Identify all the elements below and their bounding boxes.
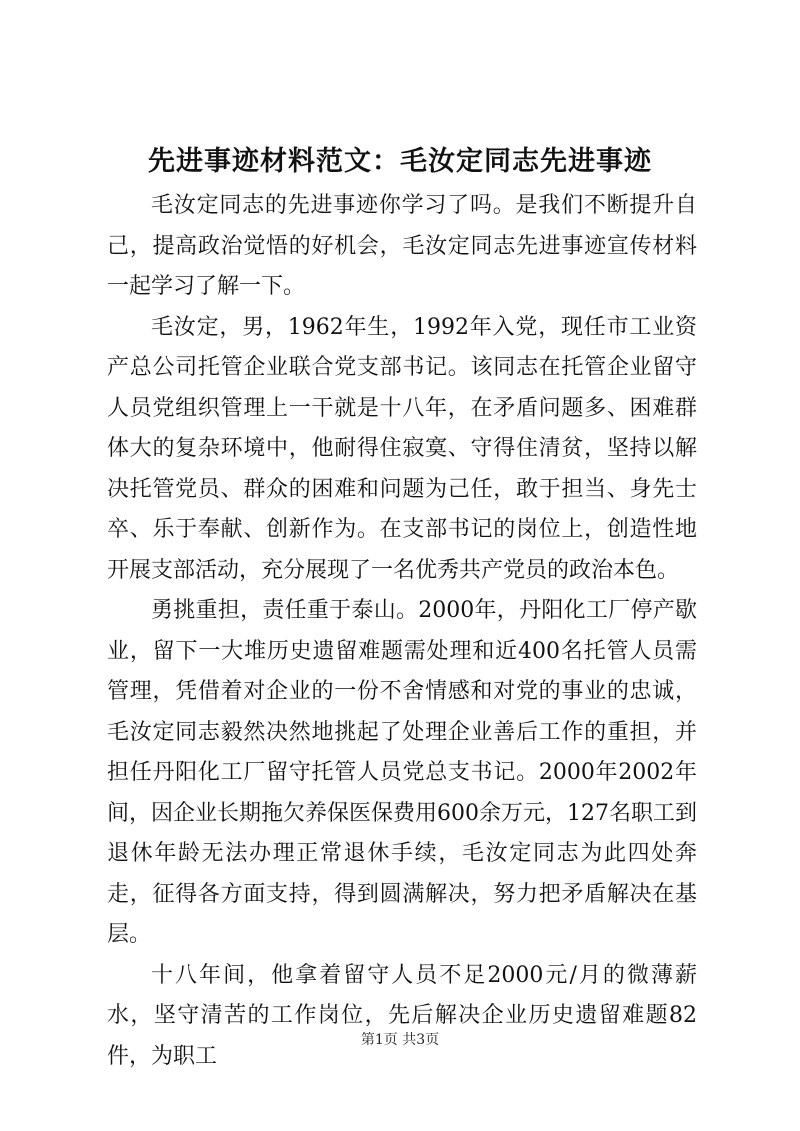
paragraph-responsibility: 勇挑重担，责任重于泰山。2000年，丹阳化工厂停产歇业，留下一大堆历史遗留难题需处理和近400名托管人员需管理，凭借着对企业的一份不舍情感和对党的事业的忠诚，毛汝定同志毅然决然地挑起了处理企业善后工作的重担，并担任丹阳化工厂留守托管人员党总支书记。2000年2002年间，因企业长期拖欠养保医保费用600余万元，127名职工到退休年龄无法办理正常退休手续，毛汝定同志为此四处奔走，征得各方面支持，得到圆满解决，努力把矛盾解决在基层。 <box>107 598 697 947</box>
paragraph-profile: 毛汝定，男，1962年生，1992年入党，现任市工业资产总公司托管企业联合党支部书记。该同志在托管企业留守人员党组织管理上一干就是十八年，在矛盾问题多、困难群体大的复杂环境中，他耐得住寂寞、守得住清贫，坚持以解决托管党员、群众的困难和问题为己任，敢于担当、身先士卒、乐于奉献、创新作为。在支部书记的岗位上，创造性地开展支部活动，充分展现了一名优秀共产党员的政治本色。 <box>107 314 697 583</box>
paragraph-intro: 毛汝定同志的先进事迹你学习了吗。是我们不断提升自己，提高政治觉悟的好机会，毛汝定同志先进事迹宣传材料一起学习了解一下。 <box>107 193 697 299</box>
page-number-footer: 第1页 共3页 <box>360 1032 440 1048</box>
paragraph-eighteen-years: 十八年间，他拿着留守人员不足2000元/月的微薄薪水，坚守清苦的工作岗位，先后解决企业历史遗留难题82件，为职工 <box>107 962 697 1069</box>
document-title: 先进事迹材料范文：毛汝定同志先进事迹 <box>148 146 652 177</box>
document-body <box>107 186 697 1077</box>
